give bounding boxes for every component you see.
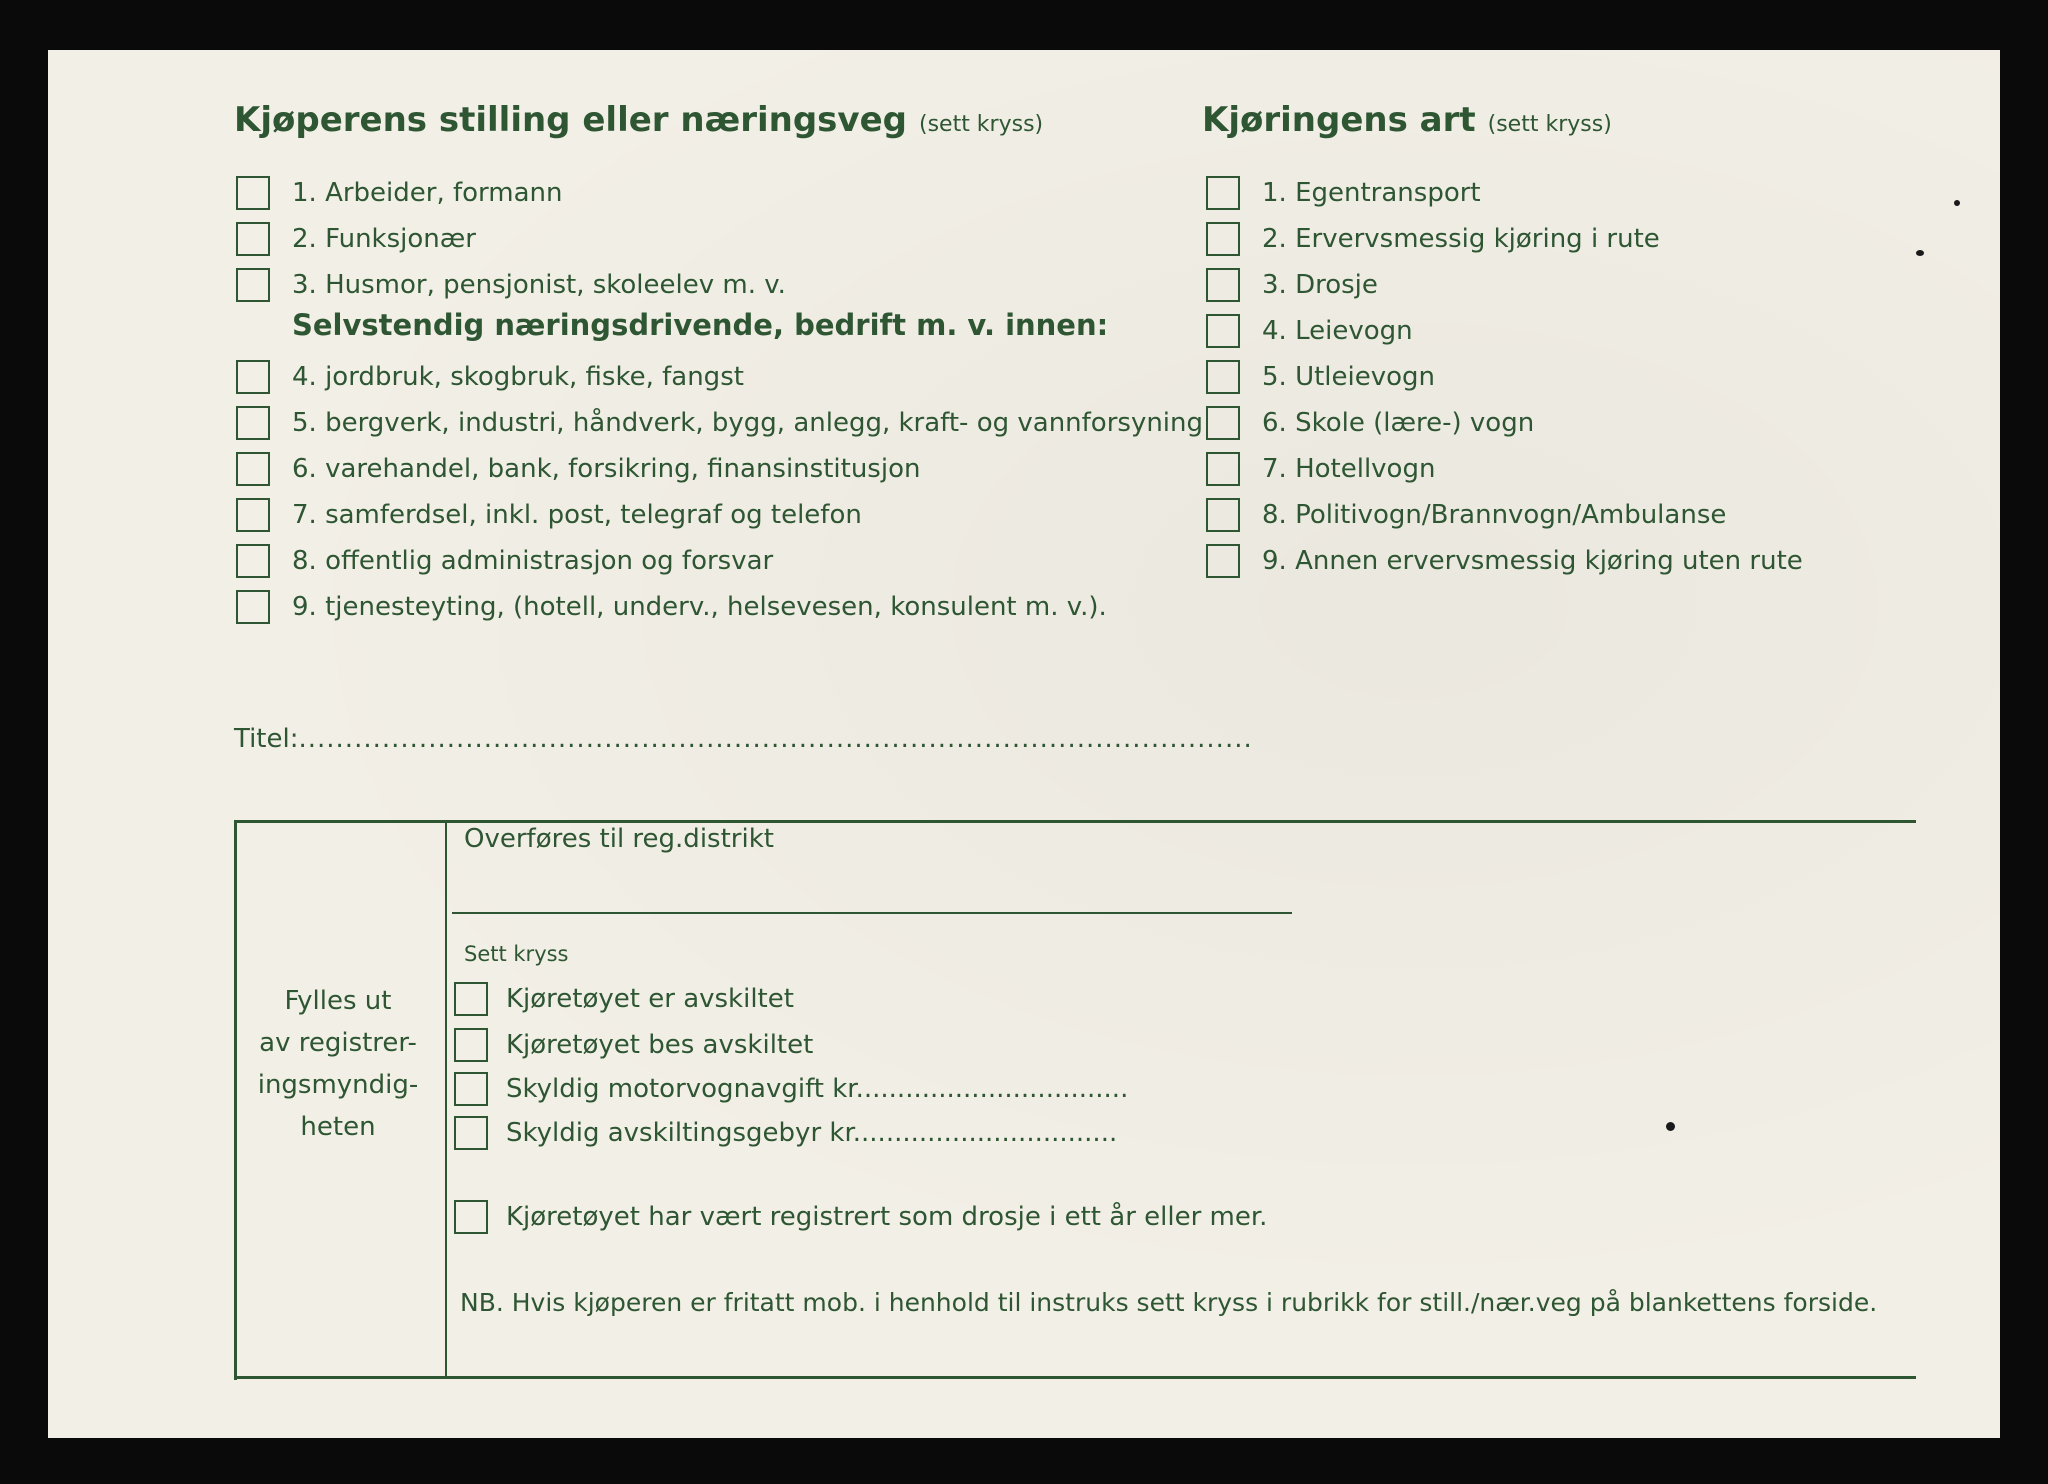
- option-label: Skyldig avskiltingsgebyr kr................................: [506, 1118, 1118, 1148]
- driving-type-heading: [1202, 100, 1612, 140]
- checkbox[interactable]: [236, 498, 270, 532]
- checkbox[interactable]: [236, 176, 270, 210]
- option-label: Kjøretøyet bes avskiltet: [506, 1030, 814, 1060]
- option-label: 7. samferdsel, inkl. post, telegraf og telefon: [292, 500, 862, 530]
- option-label: 3. Husmor, pensjonist, skoleelev m. v.: [292, 270, 786, 300]
- checkbox[interactable]: [454, 1028, 488, 1062]
- frame-divider: [445, 820, 447, 1378]
- registration-authority-label: [238, 980, 438, 1148]
- checkbox[interactable]: [1206, 452, 1240, 486]
- buyer-occupation-title: Kjøperens stilling eller næringsveg: [234, 100, 907, 140]
- option-label: 2. Funksjonær: [292, 224, 476, 254]
- frame-top-border: [234, 820, 1916, 823]
- checkbox[interactable]: [1206, 544, 1240, 578]
- title-field[interactable]: [234, 724, 1253, 754]
- driving-type-title: Kjøringens art: [1202, 100, 1476, 140]
- option-label: Skyldig motorvognavgift kr.................................: [506, 1074, 1129, 1104]
- sett-kryss-label: Sett kryss: [464, 942, 569, 966]
- checkbox[interactable]: [236, 406, 270, 440]
- checkbox[interactable]: [454, 1200, 488, 1234]
- option-label: 8. offentlig administrasjon og forsvar: [292, 546, 774, 576]
- nb-note: NB. Hvis kjøperen er fritatt mob. i henhold til instruks sett kryss i rubrikk for still./nær.veg på blankettens forside.: [460, 1288, 1878, 1317]
- checkbox[interactable]: [1206, 406, 1240, 440]
- side-label-line: Fylles ut: [284, 986, 392, 1016]
- option-label: 4. jordbruk, skogbruk, fiske, fangst: [292, 362, 744, 392]
- checkbox[interactable]: [1206, 268, 1240, 302]
- checkbox[interactable]: [454, 982, 488, 1016]
- title-dotted-line: .......................................................................................................: [298, 724, 1253, 754]
- option-label: Kjøretøyet er avskiltet: [506, 984, 794, 1014]
- checkbox[interactable]: [236, 590, 270, 624]
- checkbox[interactable]: [1206, 222, 1240, 256]
- option-label: 5. bergverk, industri, håndverk, bygg, anlegg, kraft- og vannforsyning: [292, 408, 1204, 438]
- ink-mark: [1916, 250, 1924, 256]
- option-label: 1. Egentransport: [1262, 178, 1481, 208]
- checkbox[interactable]: [236, 360, 270, 394]
- checkbox[interactable]: [236, 452, 270, 486]
- checkbox[interactable]: [236, 222, 270, 256]
- checkbox[interactable]: [236, 544, 270, 578]
- side-label-line: ingsmyndig-: [257, 1070, 419, 1100]
- buyer-occupation-heading: [234, 100, 1043, 140]
- self-employed-subheading: Selvstendig næringsdrivende, bedrift m. v. innen:: [292, 308, 1109, 342]
- option-label: Kjøretøyet har vært registrert som drosje i ett år eller mer.: [506, 1202, 1268, 1232]
- checkbox[interactable]: [1206, 176, 1240, 210]
- checkbox[interactable]: [1206, 314, 1240, 348]
- driving-type-note: (sett kryss): [1487, 112, 1612, 137]
- transfer-district-label: Overføres til reg.distrikt: [464, 824, 774, 854]
- option-label: 9. tjenesteyting, (hotell, underv., helsevesen, konsulent m. v.).: [292, 592, 1107, 622]
- option-label: 3. Drosje: [1262, 270, 1378, 300]
- option-label: 9. Annen ervervsmessig kjøring uten rute: [1262, 546, 1803, 576]
- checkbox[interactable]: [454, 1072, 488, 1106]
- option-label: 7. Hotellvogn: [1262, 454, 1436, 484]
- checkbox[interactable]: [1206, 360, 1240, 394]
- option-label: 5. Utleievogn: [1262, 362, 1436, 392]
- frame-bottom-border: [234, 1376, 1916, 1379]
- ink-mark: [1666, 1122, 1675, 1131]
- option-label: 6. varehandel, bank, forsikring, finansinstitusjon: [292, 454, 921, 484]
- ink-mark: [1954, 200, 1960, 206]
- frame-left-border: [234, 820, 237, 1380]
- form-paper: [48, 50, 2000, 1438]
- checkbox[interactable]: [236, 268, 270, 302]
- side-label-line: heten: [300, 1112, 376, 1142]
- option-label: 4. Leievogn: [1262, 316, 1413, 346]
- district-underline: [452, 912, 1292, 914]
- option-label: 1. Arbeider, formann: [292, 178, 563, 208]
- title-label: Titel:: [234, 724, 299, 754]
- checkbox[interactable]: [454, 1116, 488, 1150]
- option-label: 6. Skole (lære-) vogn: [1262, 408, 1535, 438]
- side-label-line: av registrer-: [259, 1028, 417, 1058]
- option-label: 8. Politivogn/Brannvogn/Ambulanse: [1262, 500, 1727, 530]
- option-label: 2. Ervervsmessig kjøring i rute: [1262, 224, 1660, 254]
- checkbox[interactable]: [1206, 498, 1240, 532]
- buyer-occupation-note: (sett kryss): [918, 112, 1044, 137]
